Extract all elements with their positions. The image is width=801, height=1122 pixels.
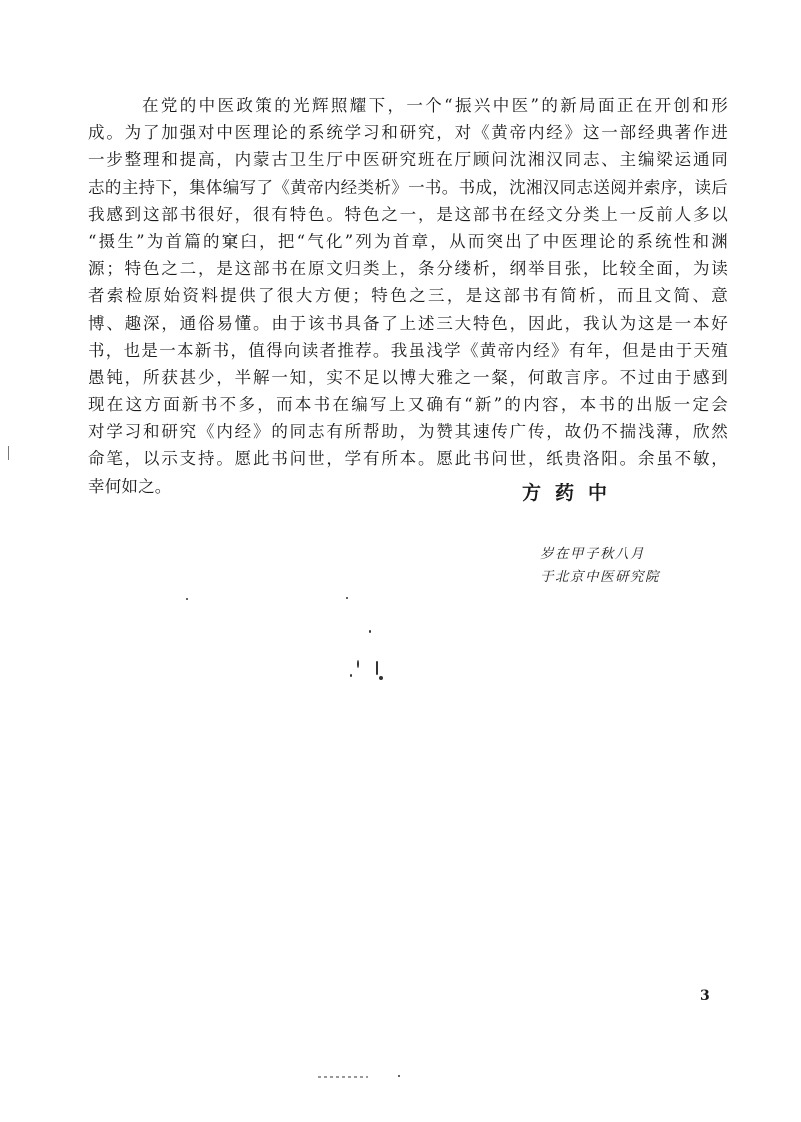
scan-speck xyxy=(376,661,378,675)
preface-line: 对学习和研究《内经》的同志有所帮助，为赞其速传广传，故仍不揣浅薄，欣然 xyxy=(88,422,728,442)
preface-line: 在党的中医政策的光辉照耀下，一个“振兴中医”的新局面正在开创和形 xyxy=(142,96,728,115)
preface-line: 者索检原始资料提供了很大方便；特色之三，是这部书有简析，而且文简、意 xyxy=(88,286,728,306)
page-number: 3 xyxy=(700,988,710,1004)
preface-line: 命笔，以示支持。愿此书问世，学有所本。愿此书问世，纸贵洛阳。余虽不敏， xyxy=(88,449,728,469)
preface-line: 我感到这部书很好，很有特色。特色之一，是这部书在经文分类上一反前人多以 xyxy=(88,204,728,224)
scan-speck xyxy=(346,597,348,599)
preface-line: “摄生”为首篇的窠臼，把“气化”列为首章，从而突出了中医理论的系统性和渊 xyxy=(88,231,728,251)
scan-speck xyxy=(369,630,371,633)
scan-speck xyxy=(186,598,188,600)
scan-speck xyxy=(398,1075,400,1077)
preface-line: 成。为了加强对中医理论的系统学习和研究，对《黄帝内经》这一部经典著作进 xyxy=(88,123,728,143)
preface-line: 书，也是一本新书，值得向读者推荐。我虽浅学《黄帝内经》有年，但是由于天殖 xyxy=(88,340,728,360)
preface-line: 博、趣深，通俗易懂。由于该书具备了上述三大特色，因此，我认为这是一本好 xyxy=(88,313,728,333)
scan-speck xyxy=(357,660,359,668)
preface-line: 志的主持下，集体编写了《黄帝内经类析》一书。书成，沈湘汉同志送阅并索序，读后 xyxy=(88,177,728,197)
scan-footer-strip xyxy=(318,1076,368,1078)
preface-body xyxy=(88,92,728,500)
preface-line: 愚钝，所获甚少，半解一知，实不足以博大雅之一粲，何敢言序。不过由于感到 xyxy=(88,367,728,387)
scan-speck xyxy=(350,674,352,677)
signature-date: 岁在甲子秋八月 xyxy=(540,546,645,562)
preface-line: 幸何如之。 xyxy=(88,476,172,496)
preface-line: 源；特色之二，是这部书在原文归类上，条分缕析，纲举目张，比较全面，为读 xyxy=(88,259,728,279)
preface-line: 一步整理和提高，内蒙古卫生厅中医研究班在厅顾问沈湘汉同志、主编梁运通同 xyxy=(88,150,728,170)
scan-speck xyxy=(379,676,383,680)
scan-edge-mark xyxy=(8,446,9,460)
author-signature: 方药中 xyxy=(522,482,622,504)
signature-place: 于北京中医研究院 xyxy=(540,569,660,585)
preface-line: 现在这方面新书不多，而本书在编写上又确有“新”的内容，本书的出版一定会 xyxy=(88,395,728,415)
